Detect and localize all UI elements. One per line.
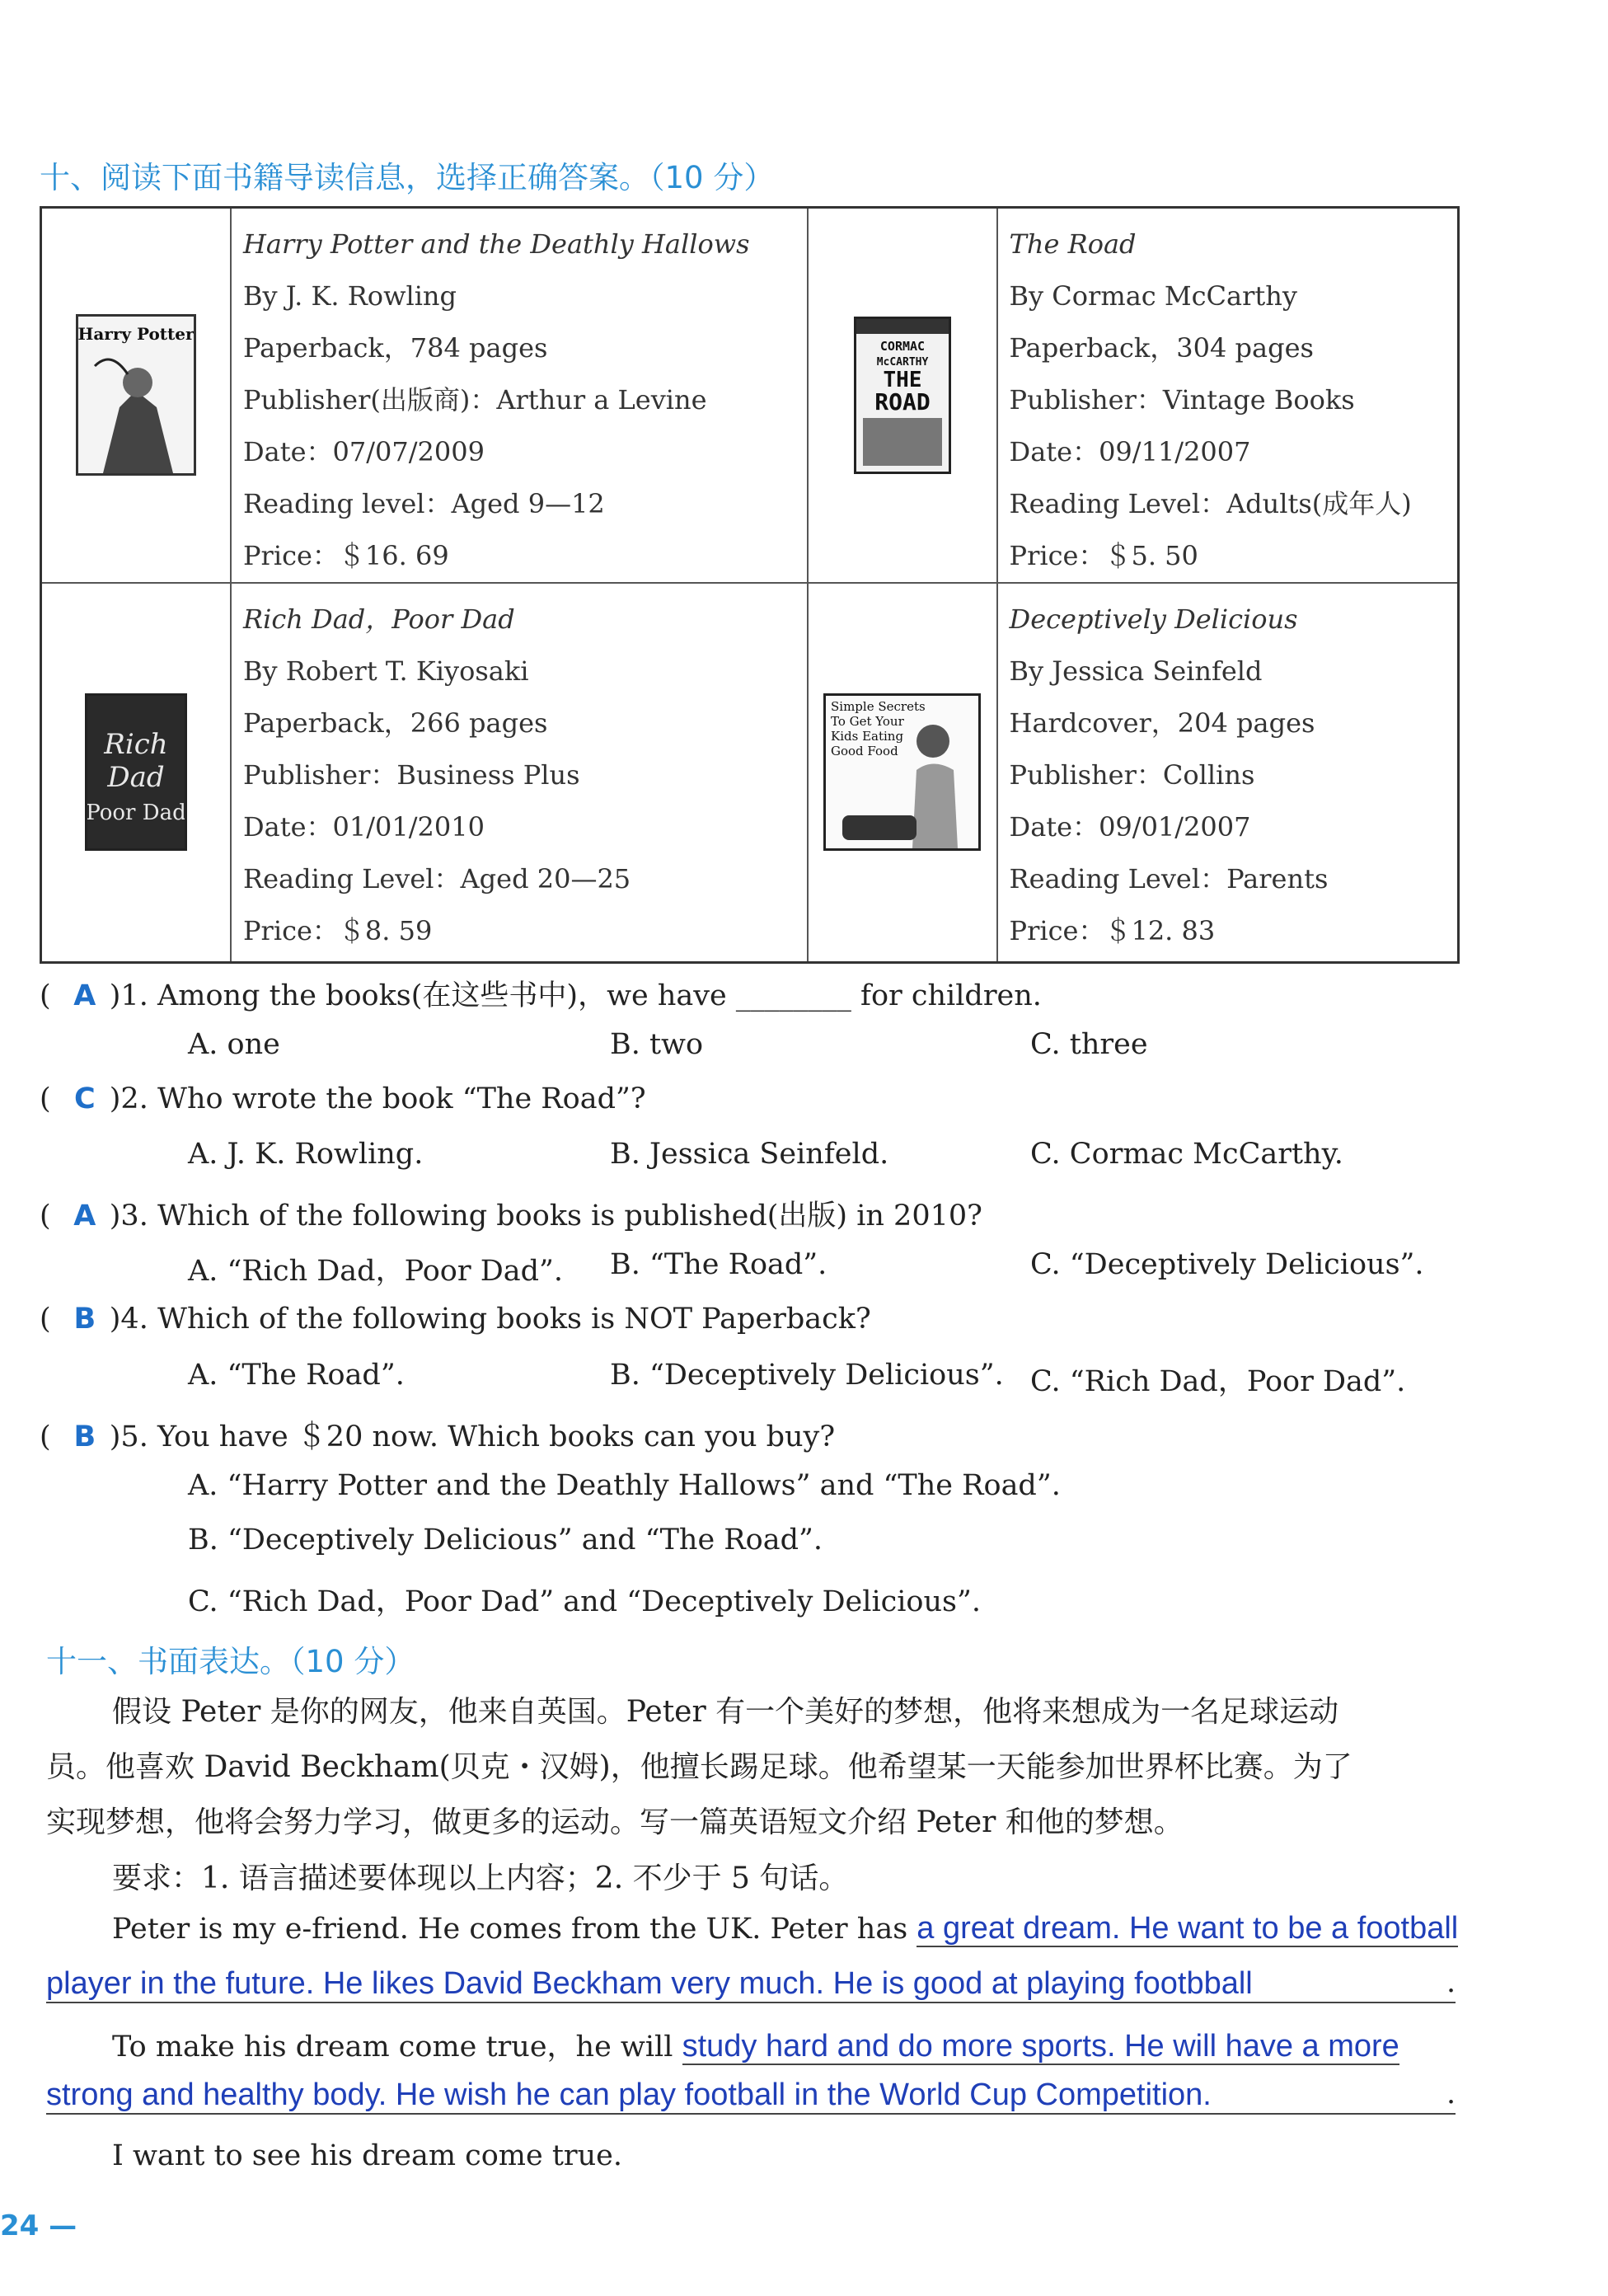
harry-potter-cover [76, 314, 196, 476]
book-level: Reading Level：Aged 20—25 [243, 863, 631, 894]
book-publisher: Publisher：Business Plus [243, 759, 580, 791]
option-a: A. “Harry Potter and the Deathly Hallows” and “The Road”. [188, 1469, 1061, 1502]
book-author: By J. K. Rowling [243, 280, 457, 312]
book-level: Reading Level：Parents [1009, 863, 1329, 894]
essay-line-4 [46, 2078, 1456, 2115]
book-cover-cell [808, 208, 997, 584]
book-price: Price：＄12. 83 [1009, 915, 1216, 946]
book-publisher: Publisher：Vintage Books [1009, 384, 1355, 416]
prompt-line-3: 实现梦想，他将会努力学习，做更多的运动。写一篇英语短文介绍 Peter 和他的梦想。 [46, 1805, 1184, 1839]
answer-mark: C [73, 1082, 96, 1115]
handwritten-answer: player in the future. He likes David Beckham very much. He is good at playing footbball [46, 1966, 1253, 2001]
rich-dad-cover-art [87, 696, 185, 848]
option-a: A. one [188, 1028, 280, 1061]
book-price: Price：＄8. 59 [243, 915, 433, 946]
book-publisher: Publisher(出版商)：Arthur a Levine [243, 384, 707, 416]
line-end-period: . [1446, 1966, 1456, 1999]
question-number: )5. [109, 1420, 148, 1453]
question-number: )3. [109, 1200, 148, 1233]
section-11-title: 十一、书面表达。（10 分） [46, 1644, 415, 1679]
option-b: B. Jessica Seinfeld. [610, 1138, 889, 1171]
book-title: Rich Dad，Poor Dad [243, 603, 515, 635]
option-a: A. “Rich Dad，Poor Dad”. [188, 1255, 564, 1288]
the-road-cover-art [856, 319, 949, 472]
svg-text:To Get Your: To Get Your [831, 713, 904, 729]
book-author: By Cormac McCarthy [1009, 280, 1297, 312]
option-b: B. “Deceptively Delicious” and “The Road”. [188, 1524, 823, 1556]
book-cover-cell [808, 583, 997, 962]
line-end-period: . [1446, 2078, 1456, 2111]
the-road-cover [854, 317, 951, 474]
book-date: Date：09/01/2007 [1009, 811, 1251, 843]
question-text: Which of the following books is published(出版) in 2010? [157, 1200, 982, 1233]
answer-mark: A [73, 979, 96, 1012]
book-author: By Robert T. Kiyosaki [243, 655, 529, 687]
book-info-harry-potter [231, 208, 808, 584]
book-format: Hardcover，204 pages [1009, 707, 1315, 739]
svg-text:Simple Secrets: Simple Secrets [831, 698, 926, 714]
book-level: Reading level：Aged 9—12 [243, 488, 605, 519]
book-title: The Road [1009, 228, 1137, 260]
book-title: Deceptively Delicious [1009, 603, 1298, 635]
book-title: Harry Potter and the Deathly Hallows [243, 228, 750, 260]
svg-text:Poor Dad: Poor Dad [87, 800, 185, 825]
question-4: ( B )4. Which of the following books is NOT Paperback? [40, 1303, 871, 1336]
answer-mark: A [73, 1200, 96, 1233]
cover-title: Harry Potter [78, 324, 194, 344]
book-date: Date：07/07/2009 [243, 436, 485, 467]
svg-text:ROAD: ROAD [874, 387, 931, 416]
option-b: B. “The Road”. [610, 1248, 827, 1281]
book-publisher: Publisher：Collins [1009, 759, 1255, 791]
option-a: A. J. K. Rowling. [188, 1138, 424, 1171]
answer-mark: B [73, 1420, 96, 1453]
essay-line-3 [112, 2024, 1399, 2065]
option-b: B. two [610, 1028, 704, 1061]
handwritten-answer: study hard and do more sports. He will have a more [682, 2029, 1399, 2064]
section-10-title: 十、阅读下面书籍导读信息，选择正确答案。（10 分） [40, 160, 775, 195]
essay-line-2 [46, 1966, 1456, 2003]
essay-line-1 [112, 1911, 1458, 1946]
svg-text:McCARTHY: McCARTHY [876, 355, 928, 369]
requirement: 要求：1. 语言描述要体现以上内容；2. 不少于 5 句话。 [112, 1862, 849, 1895]
deceptively-delicious-cover [823, 693, 981, 851]
book-format: Paperback，266 pages [243, 707, 548, 739]
book-level: Reading Level：Adults(成年人) [1009, 488, 1412, 519]
option-c: C. “Rich Dad，Poor Dad” and “Deceptively Delicious”. [188, 1585, 982, 1618]
printed-text: Peter is my e-friend. He comes from the UK. Peter has [112, 1913, 908, 1946]
option-c: C. Cormac McCarthy. [1030, 1138, 1343, 1171]
page-number: 24 — [0, 2209, 77, 2242]
question-2: ( C )2. Who wrote the book “The Road”? [40, 1082, 646, 1115]
svg-text:Kids Eating: Kids Eating [831, 728, 904, 744]
question-text: Which of the following books is NOT Paperback? [157, 1303, 871, 1336]
rich-dad-cover [85, 693, 187, 851]
book-info-table [40, 206, 1460, 964]
book-format: Paperback，784 pages [243, 332, 548, 364]
book-price: Price：＄16. 69 [243, 540, 449, 571]
deceptively-delicious-cover-art [826, 696, 978, 848]
handwritten-answer: a great dream. He want to be a football [917, 1911, 1459, 1946]
svg-text:Rich: Rich [104, 727, 168, 761]
book-date: Date：01/01/2010 [243, 811, 485, 843]
book-date: Date：09/11/2007 [1009, 436, 1251, 467]
book-cover-cell [41, 208, 232, 584]
book-price: Price：＄5. 50 [1009, 540, 1198, 571]
option-b: B. “Deceptively Delicious”. [610, 1359, 1004, 1392]
option-c: C. “Deceptively Delicious”. [1030, 1248, 1424, 1281]
svg-text:Good Food: Good Food [831, 743, 898, 758]
book-author: By Jessica Seinfeld [1009, 655, 1263, 687]
book-info-the-road [997, 208, 1459, 584]
question-text: Among the books(在这些书中)，we have ________ for children. [157, 979, 1042, 1012]
question-text: Who wrote the book “The Road”? [157, 1082, 646, 1115]
book-cover-cell [41, 583, 232, 962]
prompt-line-2: 员。他喜欢 David Beckham(贝克・汉姆)，他擅长踢足球。他希望某一天能参加世界杯比赛。为了 [46, 1750, 1353, 1784]
prompt-line-1: 假设 Peter 是你的网友，他来自英国。Peter 有一个美好的梦想，他将来想成为一名足球运动 [112, 1695, 1339, 1729]
printed-text: To make his dream come true，he will [112, 2031, 673, 2064]
option-c: C. three [1030, 1028, 1148, 1061]
question-number: )4. [109, 1303, 148, 1336]
question-number: )2. [109, 1082, 148, 1115]
book-format: Paperback，304 pages [1009, 332, 1314, 364]
question-text: You have ＄20 now. Which books can you buy? [157, 1420, 836, 1453]
question-5: ( B )5. You have ＄20 now. Which books can you buy? [40, 1420, 836, 1453]
svg-text:CORMAC: CORMAC [879, 338, 925, 354]
option-c: C. “Rich Dad，Poor Dad”. [1030, 1365, 1406, 1398]
question-1: ( A )1. Among the books(在这些书中)，we have ________ for children. [40, 979, 1042, 1012]
harry-potter-cover-art [78, 317, 194, 473]
handwritten-answer: strong and healthy body. He wish he can play football in the World Cup Competition. [46, 2078, 1212, 2112]
essay-closing: I want to see his dream come true. [112, 2139, 623, 2172]
question-3: ( A )3. Which of the following books is published(出版) in 2010? [40, 1200, 982, 1233]
question-number: )1. [109, 979, 148, 1012]
option-a: A. “The Road”. [188, 1359, 405, 1392]
svg-text:Dad: Dad [107, 760, 165, 794]
book-info-rich-dad [231, 583, 808, 962]
svg-text:THE: THE [883, 367, 922, 392]
book-info-deceptively-delicious [997, 583, 1459, 962]
answer-mark: B [73, 1303, 96, 1336]
